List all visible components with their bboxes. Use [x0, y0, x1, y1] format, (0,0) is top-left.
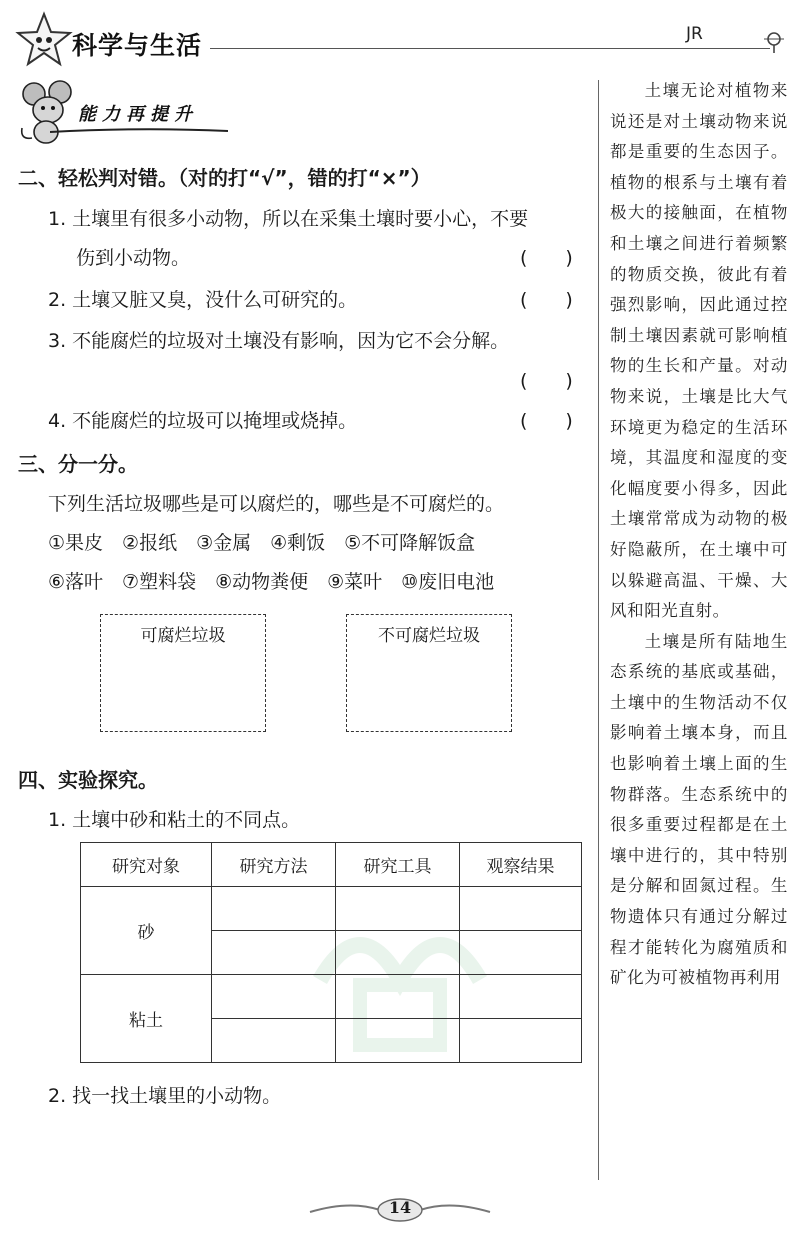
answer-blank-3[interactable]: ( ) [520, 370, 573, 392]
banner-title: 能力再提升 [78, 104, 198, 125]
section3-heading: 三、分一分。 [18, 452, 138, 476]
decomposable-box-label: 可腐烂垃圾 [140, 626, 226, 646]
options-row-1: ①果皮 ②报纸 ③金属 ④剩饭 ⑤不可降解饭盒 [48, 532, 476, 554]
mouse-mascot-icon [14, 78, 84, 148]
answer-blank-1[interactable]: ( ) [520, 247, 573, 269]
question-4: 4. 不能腐烂的垃圾可以掩埋或烧掉。 [48, 410, 358, 432]
table-cell[interactable] [212, 887, 336, 931]
answer-blank-4[interactable]: ( ) [520, 410, 573, 432]
non-decomposable-box[interactable] [346, 614, 512, 732]
sidebar-paragraph-2: 土壤是所有陆地生态系统的基底或基础，土壤中的生物活动不仅影响着土壤本身，而且也影响着土壤上面的生物群落。生态系统中的很多重要过程都是在土壤中进行的，其中特别是分解和固氮过程。生物遗体只有通过分解过程才能转化为腐殖质和矿化为可被植物再利用 [610, 631, 788, 988]
section3-prompt: 下列生活垃圾哪些是可以腐烂的，哪些是不可腐烂的。 [48, 493, 505, 515]
sidebar-note [610, 76, 788, 994]
question-2: 2. 土壤又脏又臭，没什么可研究的。 [48, 289, 358, 311]
answer-blank-2[interactable]: ( ) [520, 289, 573, 311]
header-code: JR [686, 24, 703, 44]
mascot-star-icon [12, 10, 76, 74]
section2-heading: 二、轻松判对错。（对的打“√”，错的打“×”） [18, 166, 431, 190]
banner-underline [50, 128, 228, 134]
table-cell[interactable] [460, 975, 582, 1019]
table-cell[interactable] [460, 931, 582, 975]
table-header: 研究对象 [81, 843, 212, 887]
table-cell[interactable] [336, 887, 460, 931]
table-cell[interactable] [336, 975, 460, 1019]
table-cell[interactable] [212, 931, 336, 975]
sidebar-divider [598, 80, 599, 1180]
header-divider [210, 48, 770, 49]
page-number: 14 [388, 1198, 412, 1217]
question-3: 3. 不能腐烂的垃圾对土壤没有影响，因为它不会分解。 [48, 330, 510, 352]
section4-heading: 四、实验探究。 [18, 768, 158, 792]
table-cell[interactable] [336, 1019, 460, 1063]
table-cell[interactable] [336, 931, 460, 975]
table-cell[interactable] [460, 1019, 582, 1063]
pin-decoration-icon [760, 28, 790, 54]
decomposable-box[interactable] [100, 614, 266, 732]
non-decomposable-box-label: 不可腐烂垃圾 [378, 626, 480, 646]
table-header: 研究工具 [336, 843, 460, 887]
table-cell[interactable] [212, 1019, 336, 1063]
experiment-table [80, 842, 582, 1063]
table-header: 观察结果 [460, 843, 582, 887]
options-row-2: ⑥落叶 ⑦塑料袋 ⑧动物粪便 ⑨菜叶 ⑩废旧电池 [48, 571, 495, 593]
question-1-line1: 1. 土壤里有很多小动物，所以在采集土壤时要小心，不要 [48, 208, 529, 230]
table-row-label: 砂 [81, 887, 212, 975]
sidebar-paragraph-1: 土壤无论对植物来说还是对土壤动物来说都是重要的生态因子。植物的根系与土壤有着极大的接触面，在植物和土壤之间进行着频繁的物质交换，彼此有着强烈影响，因此通过控制土壤因素就可影响植物的生长和产量。对动物来说，土壤是比大气环境更为稳定的生活环境，其温度和湿度的变化幅度要小得多，因此土壤常常成为动物的极好隐蔽所，在土壤中可以躲避高温、干燥、大风和阳光直射。 [610, 81, 788, 621]
header-title: 科学与生活 [72, 31, 203, 60]
table-cell[interactable] [460, 887, 582, 931]
question-1-line2: 伤到小动物。 [76, 247, 191, 269]
table-header: 研究方法 [212, 843, 336, 887]
table-cell[interactable] [212, 975, 336, 1019]
experiment-q2: 2. 找一找土壤里的小动物。 [48, 1085, 282, 1107]
table-row-label: 粘土 [81, 975, 212, 1063]
experiment-q1: 1. 土壤中砂和粘土的不同点。 [48, 809, 301, 831]
